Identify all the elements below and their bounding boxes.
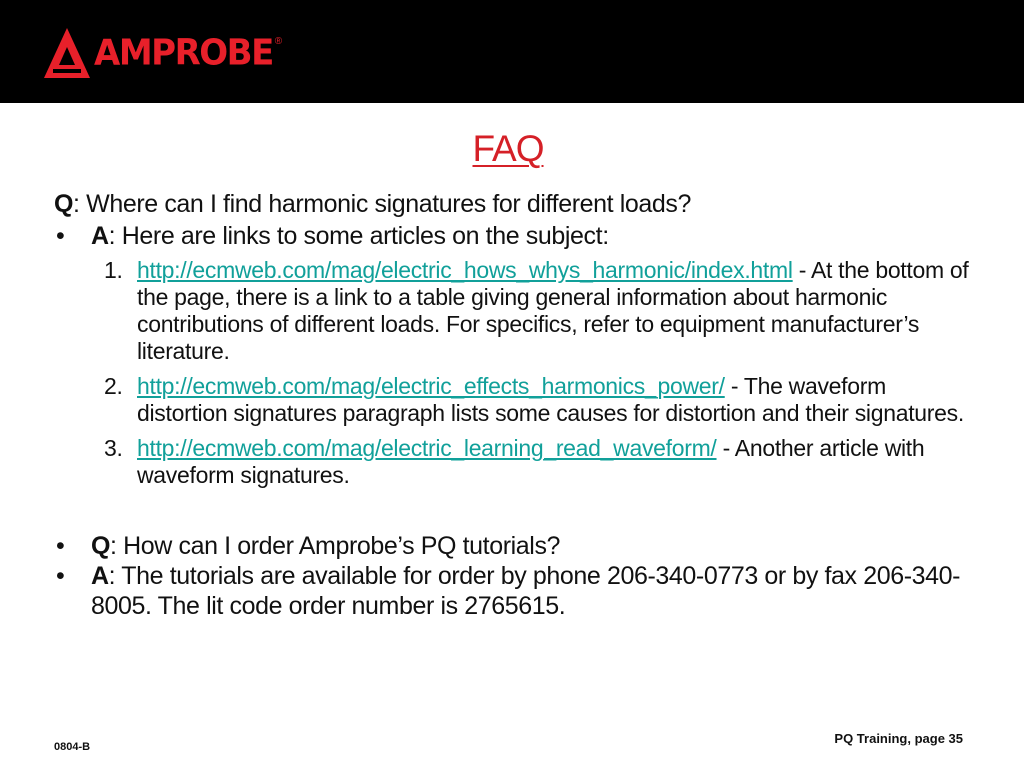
answer-1-label: A <box>91 222 109 250</box>
list-number: 1. <box>104 257 123 283</box>
answer-2-label: A <box>91 562 109 590</box>
list-item <box>54 373 974 427</box>
page-title: FAQ <box>472 128 544 169</box>
bullet-icon: • <box>56 532 65 560</box>
registered-mark: ® <box>274 35 283 47</box>
article-link-list <box>54 257 974 489</box>
faq-content <box>54 189 974 621</box>
spacer <box>54 497 974 531</box>
article-desc-3: - Another article with waveform signatures. <box>137 435 925 488</box>
triangle-logo-icon <box>44 28 90 78</box>
question-1-text: : Where can I find harmonic signatures for different loads? <box>73 190 691 218</box>
question-2-label: Q <box>91 532 111 560</box>
bullet-icon: • <box>56 222 65 250</box>
question-1-label: Q <box>54 190 74 218</box>
bullet-icon: • <box>56 562 65 590</box>
footer-code: 0804-B <box>54 741 91 753</box>
answer-2 <box>54 561 974 621</box>
list-item <box>54 257 974 365</box>
question-1 <box>54 189 974 219</box>
question-2-text: : How can I order Amprobe’s PQ tutorials? <box>110 532 561 560</box>
list-item <box>54 435 974 489</box>
logo-text: AMPROBE <box>94 32 273 74</box>
article-link-1[interactable]: http://ecmweb.com/mag/electric_hows_whys_harmonic/index.html <box>137 257 793 283</box>
footer-page-number: PQ Training, page 35 <box>834 731 963 746</box>
list-number: 3. <box>104 435 123 461</box>
article-desc-1: - At the bottom of the page, there is a link to a table giving general information about harmonic contributions of different loads. For specifics, refer to equipment manufacturer’s literature. <box>137 257 969 364</box>
header-bar <box>0 0 1024 103</box>
article-desc-2: - The waveform distortion signatures paragraph lists some causes for distortion and their signatures. <box>137 373 964 426</box>
list-number: 2. <box>104 373 123 399</box>
question-2 <box>54 531 974 561</box>
amprobe-logo <box>44 27 282 79</box>
article-link-2[interactable]: http://ecmweb.com/mag/electric_effects_harmonics_power/ <box>137 373 725 399</box>
answer-1 <box>54 221 974 251</box>
answer-1-text: : Here are links to some articles on the subject: <box>108 222 609 250</box>
answer-2-text: : The tutorials are available for order by phone 206-340-0773 or by fax 206-340-8005. The lit code order number is 2765615. <box>91 562 961 620</box>
article-link-3[interactable]: http://ecmweb.com/mag/electric_learning_read_waveform/ <box>137 435 717 461</box>
